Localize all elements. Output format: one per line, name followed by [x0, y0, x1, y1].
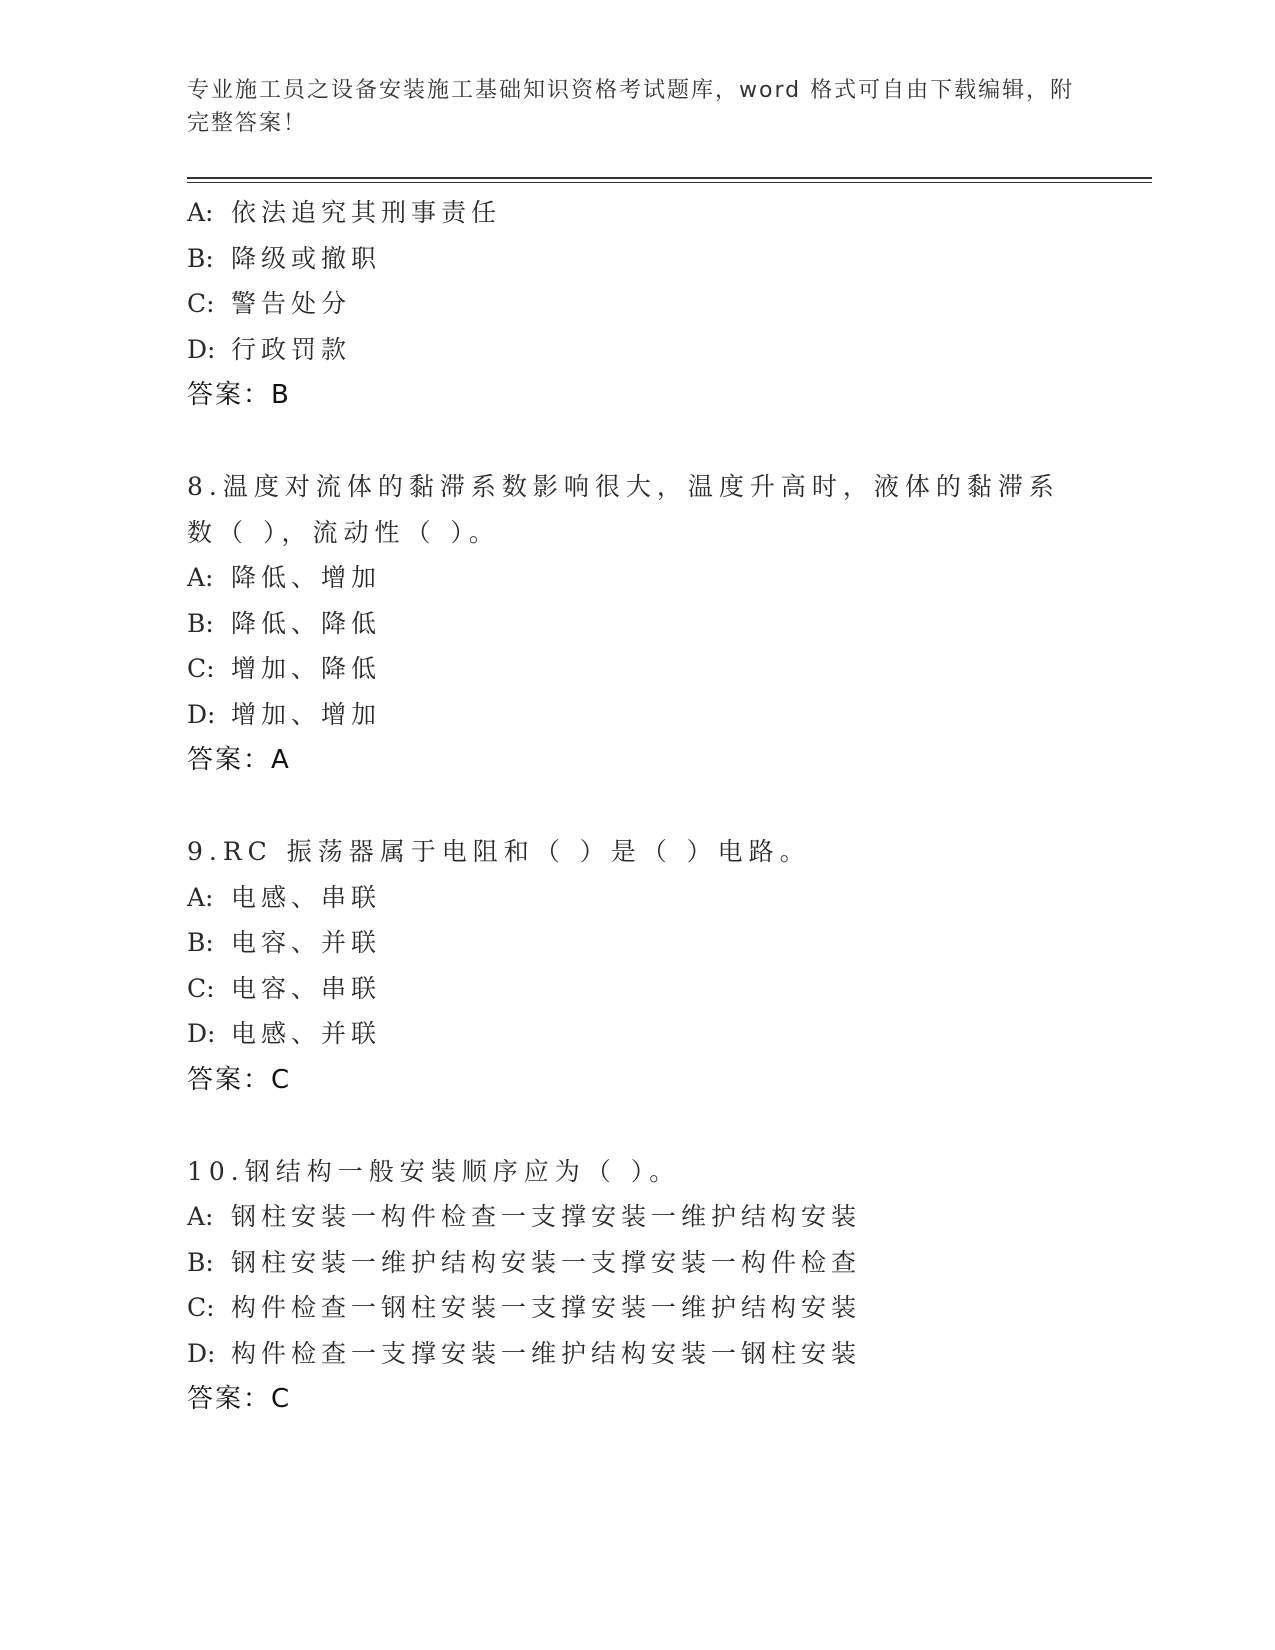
option-b: B: 降级或撤职: [187, 243, 382, 273]
option-c: C: 电容、串联: [187, 973, 382, 1003]
document-header: 专业施工员之设备安装施工基础知识资格考试题库，word 格式可自由下载编辑，附完整答案！: [187, 78, 1075, 136]
option-b: B: 钢柱安装一维护结构安装一支撑安装一构件检查: [187, 1247, 862, 1277]
answer-text: 答案：C: [187, 1064, 292, 1095]
header-divider-thin: [187, 182, 1152, 183]
option-c: C: 构件检查一钢柱安装一支撑安装一维护结构安装: [187, 1293, 862, 1322]
option-a: A: 依法追究其刑事责任: [187, 198, 502, 227]
answer-text: 答案：A: [187, 745, 291, 775]
option-d: D: 增加、增加: [187, 699, 382, 729]
question-stem: 9.RC 振荡器属于电阻和（ ）是（ ）电路。: [187, 837, 811, 866]
option-b: B: 电容、并联: [187, 928, 382, 957]
question-8: [187, 464, 1147, 783]
question-stem: 10.钢结构一般安装顺序应为（ ）。: [187, 1156, 681, 1186]
answer-text: 答案：C: [187, 1384, 292, 1414]
question-stem: 8.温度对流体的黏滞系数影响很大，温度升高时，液体的黏滞系数（ ），流动性（ ）。: [187, 472, 1060, 547]
answer-text: 答案：B: [187, 380, 291, 410]
option-d: D: 电感、并联: [187, 1019, 382, 1048]
question-9: [187, 829, 1147, 1103]
header-divider-thick: [187, 177, 1152, 179]
option-c: C: 增加、降低: [187, 654, 382, 683]
question-prev: [187, 190, 1147, 418]
option-a: A: 降低、增加: [187, 563, 382, 592]
option-b: B: 降低、降低: [187, 608, 382, 638]
question-10: [187, 1149, 1147, 1423]
option-d: D: 构件检查一支撑安装一维护结构安装一钢柱安装: [187, 1338, 862, 1368]
question-list: [187, 190, 1147, 1422]
option-d: D: 行政罚款: [187, 334, 352, 364]
option-a: A: 电感、串联: [187, 882, 382, 912]
option-c: C: 警告处分: [187, 289, 352, 318]
option-a: A: 钢柱安装一构件检查一支撑安装一维护结构安装: [187, 1202, 862, 1231]
